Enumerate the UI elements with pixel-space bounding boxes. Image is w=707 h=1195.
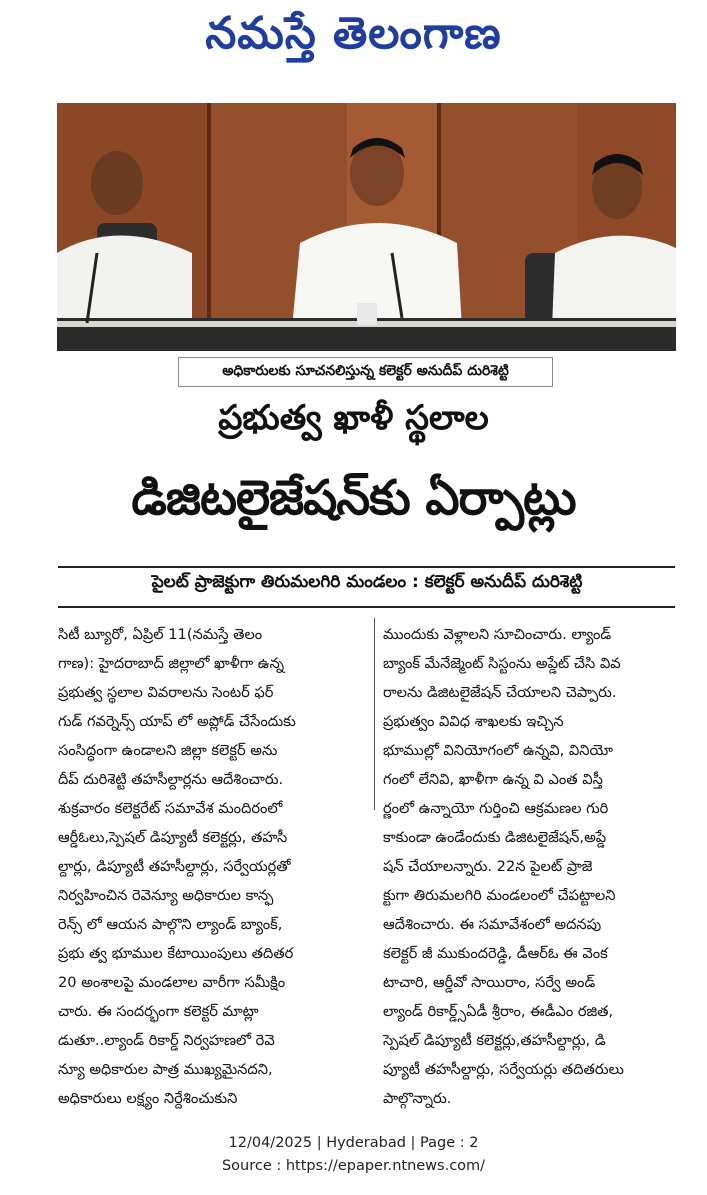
article-line: రెన్స్ లో ఆయన పాల్గొని ల్యాండ్ బ్యాంక్, <box>58 916 283 933</box>
article-line: గుడ్ గవర్నెన్స్ యాప్ లో అప్లోడ్ చేసేందుకు <box>58 713 296 730</box>
headline-line-2: డిజిటలైజేషన్‌కు ఏర్పాట్లు <box>131 470 576 526</box>
article-line: క్టుగా తిరుమలగిరి మండలంలో చేపట్టాలని <box>383 887 616 904</box>
article-line: డుతూ..ల్యాండ్ రికార్డ్ నిర్వహణలో రెవె <box>58 1032 275 1049</box>
masthead-title: నమస్తే తెలంగాణ <box>205 8 502 59</box>
photo-caption <box>178 357 553 387</box>
news-photo-illustration <box>57 103 676 351</box>
article-line: 20 అంశాలపై మండలాల వారీగా సమీక్షిం <box>58 974 286 991</box>
article-line: ప్రభుత్వ స్థలాల వివరాలను సెంటర్ ఫర్ <box>58 684 274 701</box>
article-line: ప్యూటీ తహసీల్దార్లు, సర్వేయర్లు తదితరులు <box>383 1061 624 1078</box>
article-line: ప్రభుత్వం వివిధ శాఖలకు ఇచ్చిన <box>383 713 564 730</box>
article-line: ఆదేశించారు. ఈ సమావేశంలో అదనపు <box>383 916 602 933</box>
article-line: ముందుకు వెళ్లాలని సూచించారు. ల్యాండ్ <box>383 626 612 643</box>
footer-dateline: 12/04/2025 | Hyderabad | Page : 2 <box>228 1135 479 1151</box>
article-column-left <box>58 620 368 1113</box>
article-line: నిర్వహించిన రెవెన్యూ అధికారుల కాన్ఫ <box>58 887 274 904</box>
article-line: ప్రభు త్వ భూముల కేటాయింపులు తదితర <box>58 945 294 962</box>
column-divider <box>374 618 375 810</box>
article-line: శుక్రవారం కలెక్టరేట్ సమావేశ మందిరంలో <box>58 800 283 817</box>
footer-source: Source : https://epaper.ntnews.com/ <box>221 1158 486 1174</box>
subheadline: పైలట్ ప్రాజెక్టుగా తిరుమలగిరి మండలం : కలెక్టర్ అనుదీప్ దురిశెట్టి <box>151 572 583 592</box>
article-line: కాకుండా ఉండేందుకు డిజిటలైజేషన్,అప్డే <box>383 829 607 846</box>
article-line: ల్దార్లు, డిప్యూటీ తహసీల్దార్లు, సర్వేయర్లతో <box>58 858 291 875</box>
article-line: న్యూ అధికారుల పాత్ర ముఖ్యమైనదని, <box>58 1061 273 1078</box>
news-photo <box>57 103 676 351</box>
article-line: దీప్ దురిశెట్టి తహసీల్దార్లను ఆదేశించారు. <box>58 771 284 788</box>
article-line: అధికారులు లక్ష్యం నిర్దేశించుకుని <box>58 1090 238 1107</box>
article-line: బ్యాంక్ మేనేజ్మెంట్ సిస్టంను అప్డేట్ చేసి వివ <box>383 655 621 672</box>
article-line: గంలో లేనివి, ఖాళీగా ఉన్న వి ఎంత విస్తీ <box>383 771 603 788</box>
article-line: భూముల్లో వినియోగంలో ఉన్నవి, వినియో <box>383 742 613 759</box>
article-column-right <box>383 620 673 1113</box>
article-line: గాణ): హైదరాబాద్ జిల్లాలో ఖాళీగా ఉన్న <box>58 655 285 672</box>
article-line: ర్ణంలో ఉన్నాయో గుర్తించి ఆక్రమణల గురి <box>383 800 609 817</box>
article-line: ఆర్డీఓలు,స్పెషల్ డిప్యూటీ కలెక్టర్లు, తహసీ <box>58 829 288 846</box>
article-line: పాల్గొన్నారు. <box>383 1090 452 1107</box>
article-line: షన్ చేయాలన్నారు. 22న పైలట్ ప్రాజె <box>383 858 593 875</box>
article-line: స్పెషల్ డిప్యూటీ కలెక్టర్లు,తహసీల్దార్లు, డి <box>383 1032 606 1049</box>
article-line: చారు. ఈ సందర్భంగా కలెక్టర్ మాట్లా <box>58 1003 259 1020</box>
article-line: రాలను డిజిటలైజేషన్ చేయాలని చెప్పారు. <box>383 684 617 701</box>
article-line: సిటీ బ్యూరో, ఏప్రిల్ 11(నమస్తే తెలం <box>58 626 263 643</box>
article-line: కలెక్టర్ జీ ముకుందరెడ్డి, డీఆర్ఓ ఈ వెంక <box>383 945 608 962</box>
article-line: ల్యాండ్ రికార్డ్స్ఏడీ శ్రీరాం, ఈడీఎం రజిత, <box>383 1003 614 1020</box>
article-line: సంసిద్ధంగా ఉండాలని జిల్లా కలెక్టర్ అను <box>58 742 278 759</box>
headline-line-1: ప్రభుత్వ ఖాళీ స్థలాల <box>218 398 489 438</box>
subheadline-bottom-rule <box>58 606 675 608</box>
article-line: టాచారి, ఆర్డీవో సాయిరాం, సర్వే అండ్ <box>383 974 596 991</box>
masthead <box>0 4 707 74</box>
subheadline-top-rule <box>58 566 675 568</box>
photo-caption-text: అధికారులకు సూచనలిస్తున్న కలెక్టర్ అనుదీప్ దురిశెట్టి <box>222 362 509 379</box>
